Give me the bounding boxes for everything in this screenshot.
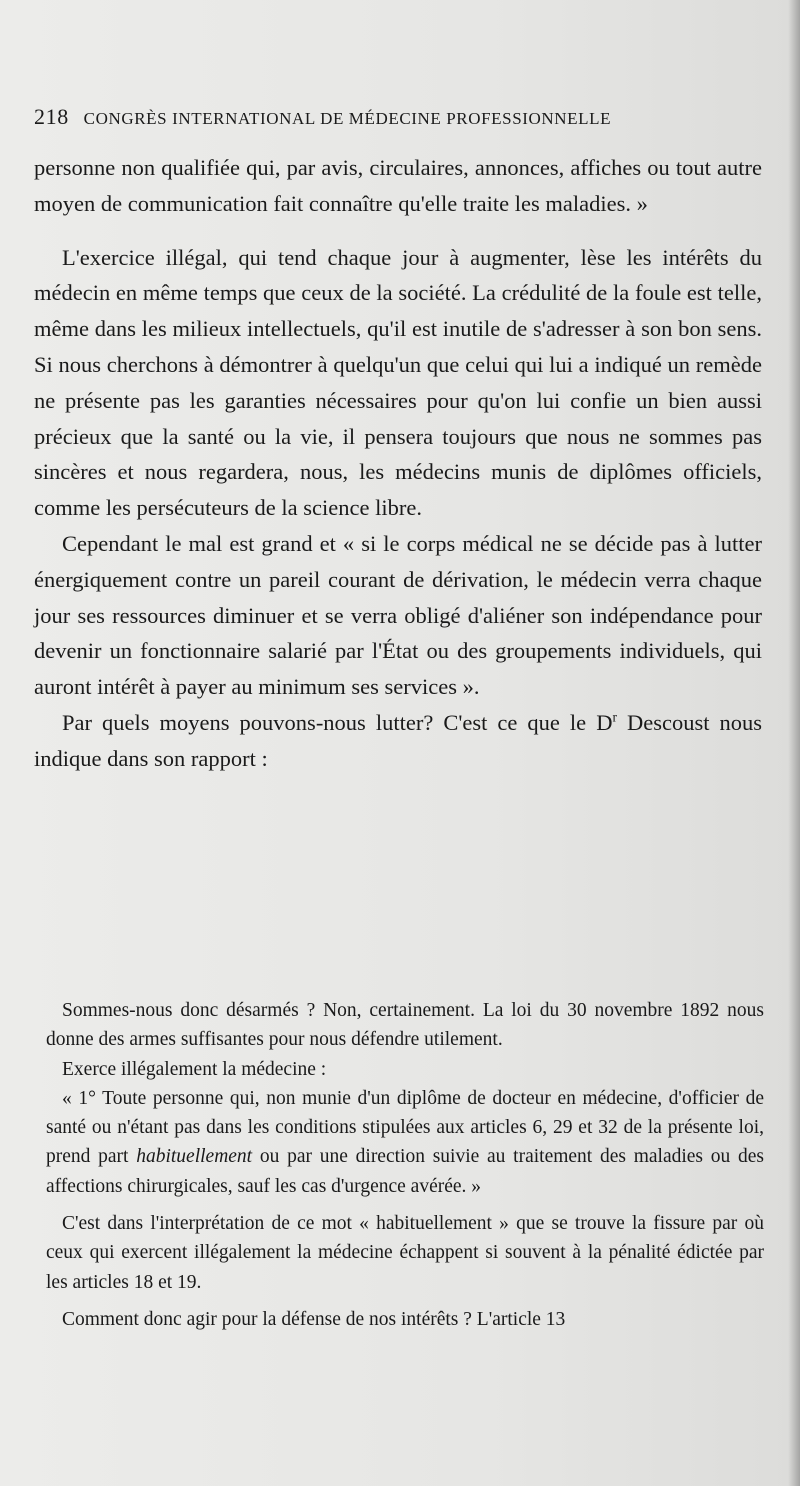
quote-paragraph-article [46,1084,764,1201]
quote-paragraph-how: Comment donc agir pour la défense de nos intérêts ? L'article 13 [62,1308,566,1330]
article-text-start: « 1° Toute personne qui, non munie d'un diplôme de docteur en médecine, d'officier de santé ou n'étant pas dans les conditions stipulées aux articles 6, 29 et 32 de la présente loi, prend part [46,1087,764,1168]
quote-paragraph-interpretation: C'est dans l'interprétation de ce mot « habituellement » que se trouve la fissure par où ceux qui exercent illégalement la médecine échappent si souvent à la pénalité édictée par les articles 18 et 19. [46,1213,764,1293]
main-text [34,150,762,777]
quote-paragraph-disarmed: Sommes-nous donc désarmés ? Non, certainement. La loi du 30 novembre 1892 nous donne des armes suffisantes pour nous défendre utilement. [46,1000,764,1051]
quoted-report [46,996,764,1334]
article-emphasis: habituellement [136,1146,253,1168]
paragraph-means [34,705,762,777]
page-number: 218 [34,104,69,129]
article-text-end: ou par une direction suivie au traitement des maladies ou des affections chirurgicales, sauf les cas d'urgence avérée. » [46,1146,765,1197]
paragraph-however: Cependant le mal est grand et « si le corps médical ne se décide pas à lutter énergiquement contre un pareil courant de dérivation, le médecin verra chaque jour ses ressources diminuer et se verra obligé d'aliéner son indépendance pour devenir un fonctionnaire salarié par l'État ou des groupements individuels, qui auront intérêt à payer au minimum ses services ». [34,530,762,700]
paragraph-illegal-practice: L'exercice illégal, qui tend chaque jour à augmenter, lèse les intérêts du médecin en même temps que ceux de la société. La crédulité de la foule est telle, même dans les milieux intellectuels, qu'il est inutile de s'adresser à son bon sens. Si nous cherchons à démontrer à quelqu'un que celui qui lui a indiqué un remède ne présente pas les garanties nécessaires pour qu'on lui confie un bien aussi précieux que la santé ou la vie, il pensera toujours que nous ne sommes pas sincères et nous regardera, nous, les médecins munis de diplômes officiels, comme les persécuteurs de la science libre. [34,244,762,521]
means-text-start: Par quels moyens pouvons-nous lutter? C'est ce que le D [62,709,613,735]
quote-paragraph-exerce: Exerce illégalement la médecine : [62,1058,327,1080]
paragraph-continuation: personne non qualifiée qui, par avis, circulaires, annonces, affiches ou tout autre moyen de communication fait connaître qu'elle traite les maladies. » [34,155,762,216]
running-header [34,104,764,130]
page-edge-shadow [788,0,800,1486]
running-title: CONGRÈS INTERNATIONAL DE MÉDECINE PROFESSIONNELLE [83,109,612,128]
means-text-end: Descoust nous indique dans son rapport : [34,709,762,771]
doctor-abbrev-sup: r [612,709,617,725]
